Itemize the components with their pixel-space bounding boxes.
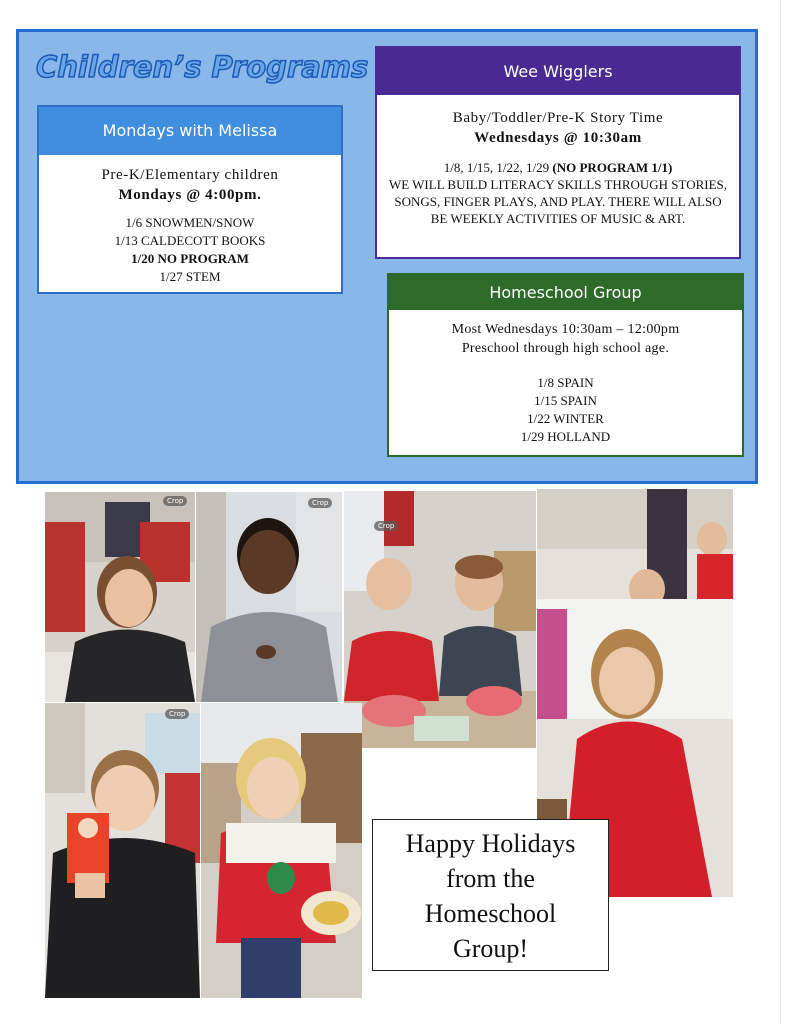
homeschool-item: 1/15 SPAIN bbox=[534, 393, 597, 408]
wee-body bbox=[377, 108, 739, 227]
wee-no-program: (NO PROGRAM 1/1) bbox=[552, 160, 673, 175]
wee-dates-line bbox=[377, 159, 739, 176]
mondays-item: 1/6 SNOWMEN/SNOW bbox=[125, 215, 255, 230]
wee-dates: 1/8, 1/15, 1/22, 1/29 bbox=[443, 160, 550, 175]
homeschool-time: Most Wednesdays 10:30am – 12:00pm bbox=[451, 322, 680, 337]
mondays-item-no-program: 1/20 NO PROGRAM bbox=[131, 251, 249, 266]
crop-label: Crop bbox=[165, 709, 189, 719]
wee-wigglers-card bbox=[375, 46, 741, 259]
mondays-item: 1/13 CALDECOTT BOOKS bbox=[114, 233, 266, 248]
wee-audience: Baby/Toddler/Pre-K Story Time bbox=[452, 110, 664, 126]
crop-label: Crop bbox=[374, 521, 398, 531]
homeschool-group-card bbox=[387, 273, 744, 457]
photo-two-boys-eating bbox=[344, 491, 536, 748]
photo-boy-santa-craft bbox=[45, 703, 200, 998]
mondays-body bbox=[39, 165, 341, 286]
holiday-line: Homeschool bbox=[424, 899, 557, 928]
crop-label: Crop bbox=[163, 496, 187, 506]
mondays-with-melissa-card bbox=[37, 105, 343, 294]
holiday-line: Group! bbox=[452, 934, 529, 963]
mondays-time: Mondays @ 4:00pm. bbox=[118, 187, 262, 203]
photo-girl-paper-hands bbox=[201, 703, 362, 998]
homeschool-header: Homeschool Group bbox=[389, 275, 742, 310]
page-edge-line bbox=[780, 0, 781, 1024]
mondays-header: Mondays with Melissa bbox=[39, 107, 341, 155]
photo-boy-gray-hoodie bbox=[196, 492, 342, 702]
homeschool-item: 1/8 SPAIN bbox=[537, 375, 594, 390]
page-title: Children’s Programs bbox=[36, 50, 369, 84]
holiday-line: Happy Holidays bbox=[405, 829, 576, 858]
homeschool-item: 1/22 WINTER bbox=[527, 411, 604, 426]
mondays-item: 1/27 STEM bbox=[159, 269, 221, 284]
crop-label: Crop bbox=[308, 498, 332, 508]
homeschool-body bbox=[389, 320, 742, 446]
homeschool-audience: Preschool through high school age. bbox=[461, 341, 670, 356]
wee-description: WE WILL BUILD LITERACY SKILLS THROUGH STORIES, SONGS, FINGER PLAYS, AND PLAY. THERE WILL ALSO BE WEEKLY ACTIVITIES OF MUSIC & ART. bbox=[388, 177, 728, 226]
photo-girl-black-jacket bbox=[45, 492, 195, 702]
wee-header: Wee Wigglers bbox=[377, 48, 739, 95]
wee-time: Wednesdays @ 10:30am bbox=[474, 130, 642, 146]
holiday-message-box bbox=[372, 819, 609, 971]
mondays-audience: Pre-K/Elementary children bbox=[101, 167, 279, 183]
homeschool-item: 1/29 HOLLAND bbox=[520, 429, 611, 444]
holiday-line: from the bbox=[446, 864, 535, 893]
